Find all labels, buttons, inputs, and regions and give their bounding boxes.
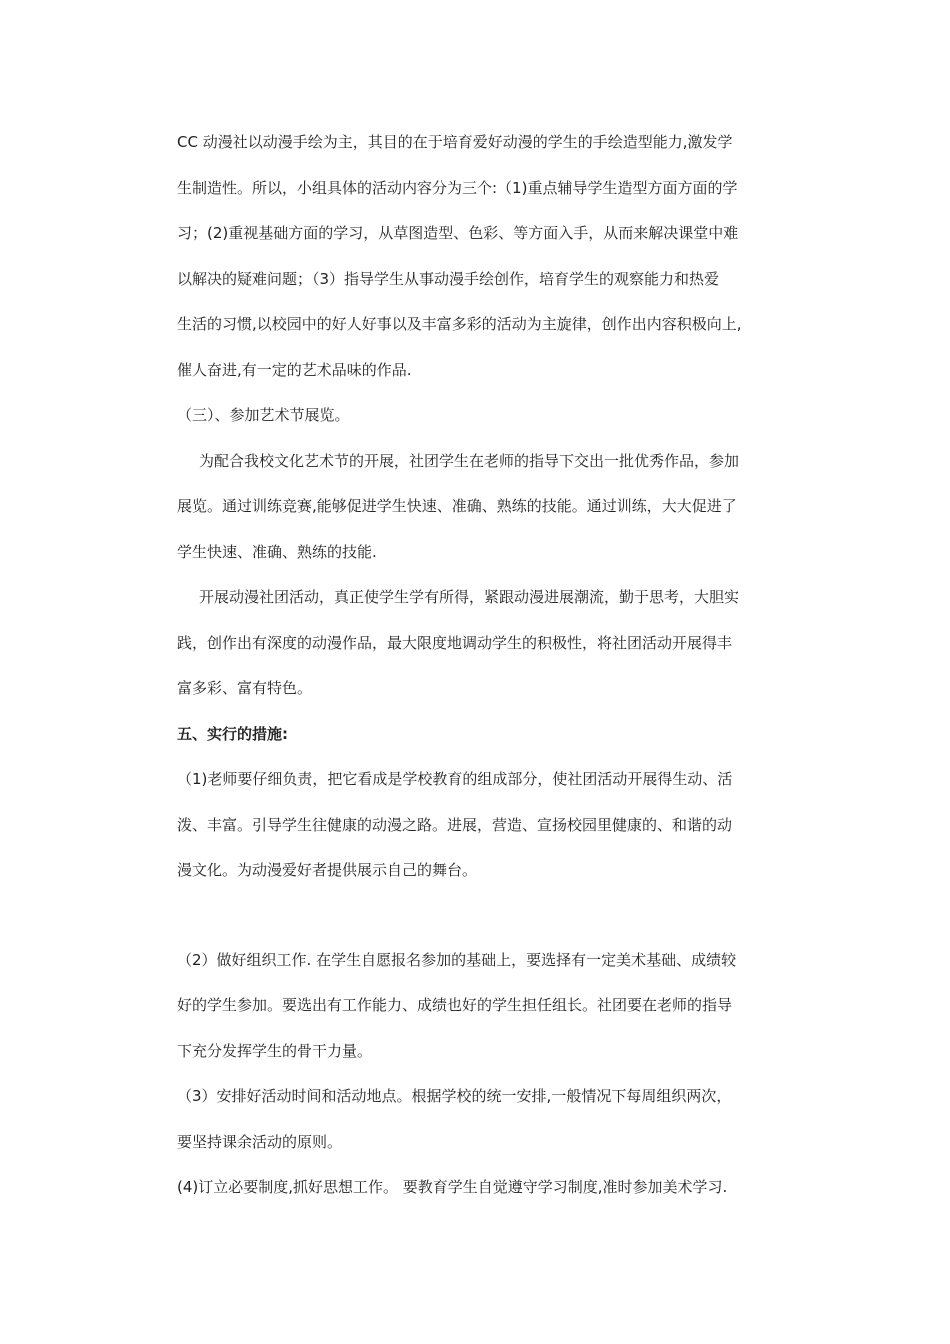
text-line: 为配合我校文化艺术节的开展，社团学生在老师的指导下交出一批优秀作品，参加 [199,451,740,470]
text-line: 下充分发挥学生的骨干力量。 [177,1041,373,1060]
paragraph-club-activities [177,575,807,712]
paragraph-art-festival-heading [177,393,807,439]
text-line: 以解决的疑难问题；（3）指导学生从事动漫手绘创作，培育学生的观察能力和热爱 [177,269,720,288]
text-line: （3）安排好活动时间和活动地点。根据学校的统一安排,一般情况下每周组织两次， [177,1087,732,1105]
text-line: （2）做好组织工作. 在学生自愿报名参加的基础上，要选择有一定美术基础、成绩较 [177,950,737,969]
text-line: 践，创作出有深度的动漫作品，最大限度地调动学生的积极性，将社团活动开展得丰 [177,633,733,652]
paragraph-measure-1 [177,757,807,894]
text-line: 展览。通过训练竞赛,能够促进学生快速、准确、熟练的技能。通过训练，大大促进了 [177,497,737,515]
text-line: （三）、参加艺术节展览。 [177,406,350,424]
paragraph-measure-3 [177,1074,807,1165]
text-line: 要坚持课余活动的原则。 [177,1132,343,1151]
paragraph-measure-2 [177,938,807,1075]
text-line: 催人奋进,有一定的艺术品味的作品. [177,360,412,379]
document-body [177,120,807,1211]
paragraph-art-festival [177,439,807,576]
text-line: 开展动漫社团活动，真正使学生学有所得，紧跟动漫进展潮流，勤于思考，大胆实 [199,588,740,606]
text-line: 泼、丰富。引导学生往健康的动漫之路。进展，营造、宣扬校园里健康的、和谐的动 [177,815,733,834]
section-heading-measures: 五、实行的措施: [177,724,288,743]
text-line: 生活的习惯,以校园中的好人好事以及丰富多彩的活动为主旋律，创作出内容积极向上, [177,315,742,333]
text-line: 习；(2)重视基础方面的学习，从草图造型、色彩、等方面入手，从而来解决课堂中难 [177,224,739,242]
text-line: CC 动漫社以动漫手绘为主，其目的在于培育爱好动漫的学生的手绘造型能力,激发学 [177,133,733,151]
paragraph-club-overview [177,120,807,393]
text-line: 生制造性。所以，小组具体的活动内容分为三个:（1)重点辅导学生造型方面方面的学 [177,178,738,197]
blank-line [177,894,807,938]
text-line: 好的学生参加。要选出有工作能力、成绩也好的学生担任组长。社团要在老师的指导 [177,996,733,1014]
text-line: 漫文化。为动漫爱好者提供展示自己的舞台。 [177,861,478,879]
text-line: 学生快速、准确、熟练的技能. [177,542,377,561]
paragraph-measure-4 [177,1165,807,1211]
text-line: (4)订立必要制度,抓好思想工作。 要教育学生自觉遵守学习制度,准时参加美术学习. [177,1178,728,1196]
text-line: 富多彩、富有特色。 [177,679,313,697]
text-line: （1)老师要仔细负责，把它看成是学校教育的组成部分，使社团活动开展得生动、活 [177,770,733,788]
